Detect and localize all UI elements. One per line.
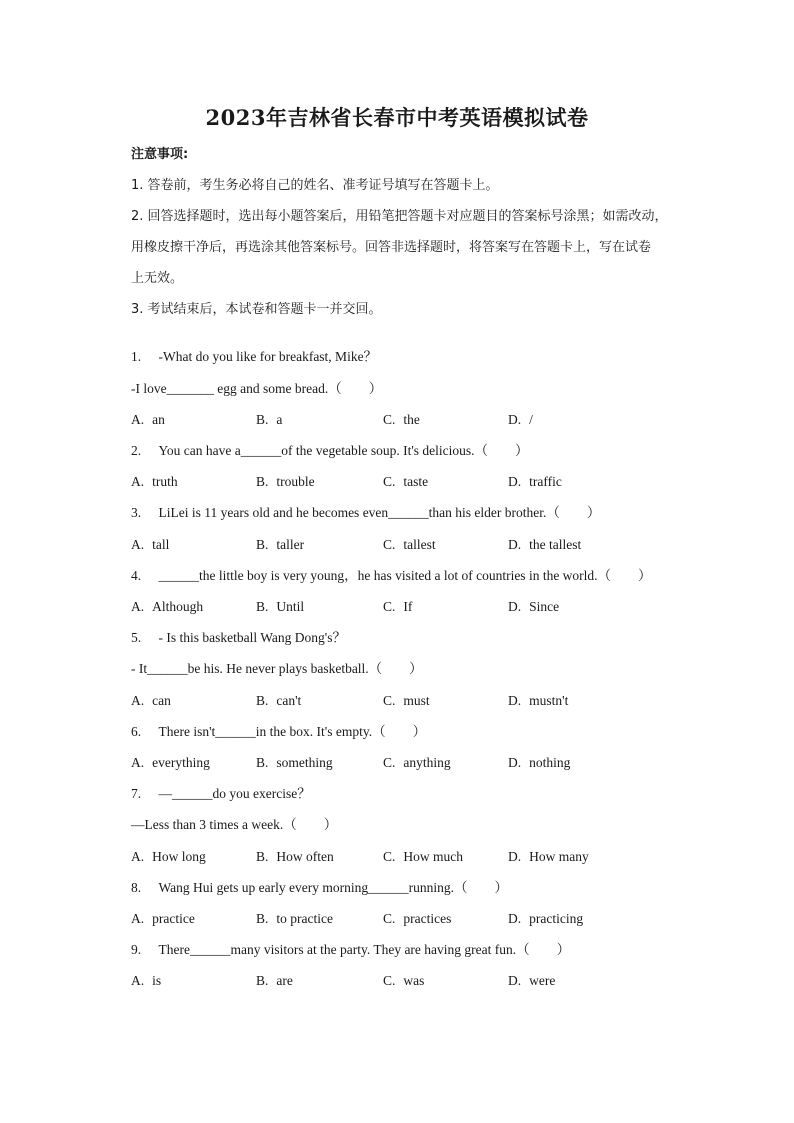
question-9-stem	[131, 941, 570, 959]
question-8-option-a[interactable]: A. practice	[131, 911, 195, 926]
question-8-option-d[interactable]: D. practicing	[508, 911, 584, 926]
question-number: 7.	[131, 786, 142, 801]
question-3-option-d[interactable]: D. the tallest	[508, 537, 582, 552]
question-5-stem	[131, 629, 346, 647]
question-3-stem	[131, 504, 600, 522]
question-5-stem-line-2: - It______be his. He never plays basketball.（ ）	[131, 661, 423, 676]
question-3-option-b[interactable]: B. taller	[256, 537, 305, 552]
question-7-option-b[interactable]: B. How often	[256, 849, 334, 864]
question-8-stem	[131, 879, 508, 897]
question-text: You can have a______of the vegetable soup. It's delicious.（ ）	[158, 443, 529, 458]
question-number: 1.	[131, 349, 142, 364]
question-number: 6.	[131, 724, 142, 739]
notes-line-2: 2. 回答选择题时，选出每小题答案后，用铅笔把答题卡对应题目的答案标号涂黑；如需改动，	[131, 209, 668, 224]
question-number: 9.	[131, 942, 142, 957]
question-9-option-d[interactable]: D. were	[508, 973, 556, 988]
question-1-option-c[interactable]: C. the	[383, 412, 420, 427]
question-2-stem	[131, 442, 529, 460]
question-text: Wang Hui gets up early every morning______running.（ ）	[158, 880, 508, 895]
question-9-option-b[interactable]: B. are	[256, 973, 293, 988]
question-number: 4.	[131, 568, 142, 583]
question-8-option-b[interactable]: B. to practice	[256, 911, 333, 926]
question-text: There isn't______in the box. It's empty.（ ）	[158, 724, 427, 739]
question-5-option-c[interactable]: C. must	[383, 693, 430, 708]
question-number: 2.	[131, 443, 142, 458]
question-3-option-c[interactable]: C. tallest	[383, 537, 436, 552]
notes-line-1: 1. 答卷前，考生务必将自己的姓名、准考证号填写在答题卡上。	[131, 178, 499, 193]
question-1-option-a[interactable]: A. an	[131, 412, 165, 427]
question-6-option-b[interactable]: B. something	[256, 755, 333, 770]
notes-line-4: 上无效。	[131, 271, 184, 286]
question-1-option-b[interactable]: B. a	[256, 412, 283, 427]
notes-heading: 注意事项:	[131, 147, 189, 162]
question-2-option-b[interactable]: B. trouble	[256, 474, 315, 489]
question-text: -What do you like for breakfast, Mike？	[158, 349, 378, 364]
question-2-option-a[interactable]: A. truth	[131, 474, 178, 489]
notes-line-5: 3. 考试结束后，本试卷和答题卡一并交回。	[131, 302, 382, 317]
question-5-option-d[interactable]: D. mustn't	[508, 693, 569, 708]
question-1-stem-line-2: -I love_______ egg and some bread.（ ）	[131, 381, 383, 396]
question-text: LiLei is 11 years old and he becomes even______than his elder brother.（ ）	[158, 505, 601, 520]
question-7-option-d[interactable]: D. How many	[508, 849, 589, 864]
question-2-option-c[interactable]: C. taste	[383, 474, 429, 489]
question-7-stem-line-2: —Less than 3 times a week.（ ）	[131, 817, 338, 832]
question-text: ______the little boy is very young，he has visited a lot of countries in the world.（ ）	[158, 568, 652, 583]
question-6-stem	[131, 723, 426, 741]
question-4-option-c[interactable]: C. If	[383, 599, 413, 614]
question-7-option-a[interactable]: A. How long	[131, 849, 206, 864]
question-7-stem	[131, 785, 311, 803]
question-4-option-b[interactable]: B. Until	[256, 599, 305, 614]
question-5-option-a[interactable]: A. can	[131, 693, 171, 708]
question-6-option-a[interactable]: A. everything	[131, 755, 210, 770]
question-7-option-c[interactable]: C. How much	[383, 849, 464, 864]
question-4-option-d[interactable]: D. Since	[508, 599, 560, 614]
question-6-option-c[interactable]: C. anything	[383, 755, 451, 770]
notes-line-3: 用橡皮擦干净后，再选涂其他答案标号。回答非选择题时，将答案写在答题卡上，写在试卷	[131, 240, 652, 255]
question-4-option-a[interactable]: A. Although	[131, 599, 204, 614]
question-number: 5.	[131, 630, 142, 645]
question-text: - Is this basketball Wang Dong's？	[158, 630, 346, 645]
question-8-option-c[interactable]: C. practices	[383, 911, 452, 926]
question-text: —______do you exercise？	[158, 786, 311, 801]
question-1-stem	[131, 348, 377, 366]
question-5-option-b[interactable]: B. can't	[256, 693, 302, 708]
question-6-option-d[interactable]: D. nothing	[508, 755, 571, 770]
question-number: 8.	[131, 880, 142, 895]
question-2-option-d[interactable]: D. traffic	[508, 474, 562, 489]
question-9-option-a[interactable]: A. is	[131, 973, 162, 988]
question-4-stem	[131, 567, 652, 585]
question-3-option-a[interactable]: A. tall	[131, 537, 170, 552]
question-text: There______many visitors at the party. They are having great fun.（ ）	[158, 942, 571, 957]
page-title: 2023年吉林省长春市中考英语模拟试卷	[205, 105, 589, 130]
question-9-option-c[interactable]: C. was	[383, 973, 425, 988]
question-number: 3.	[131, 505, 142, 520]
question-1-option-d[interactable]: D. /	[508, 412, 533, 427]
